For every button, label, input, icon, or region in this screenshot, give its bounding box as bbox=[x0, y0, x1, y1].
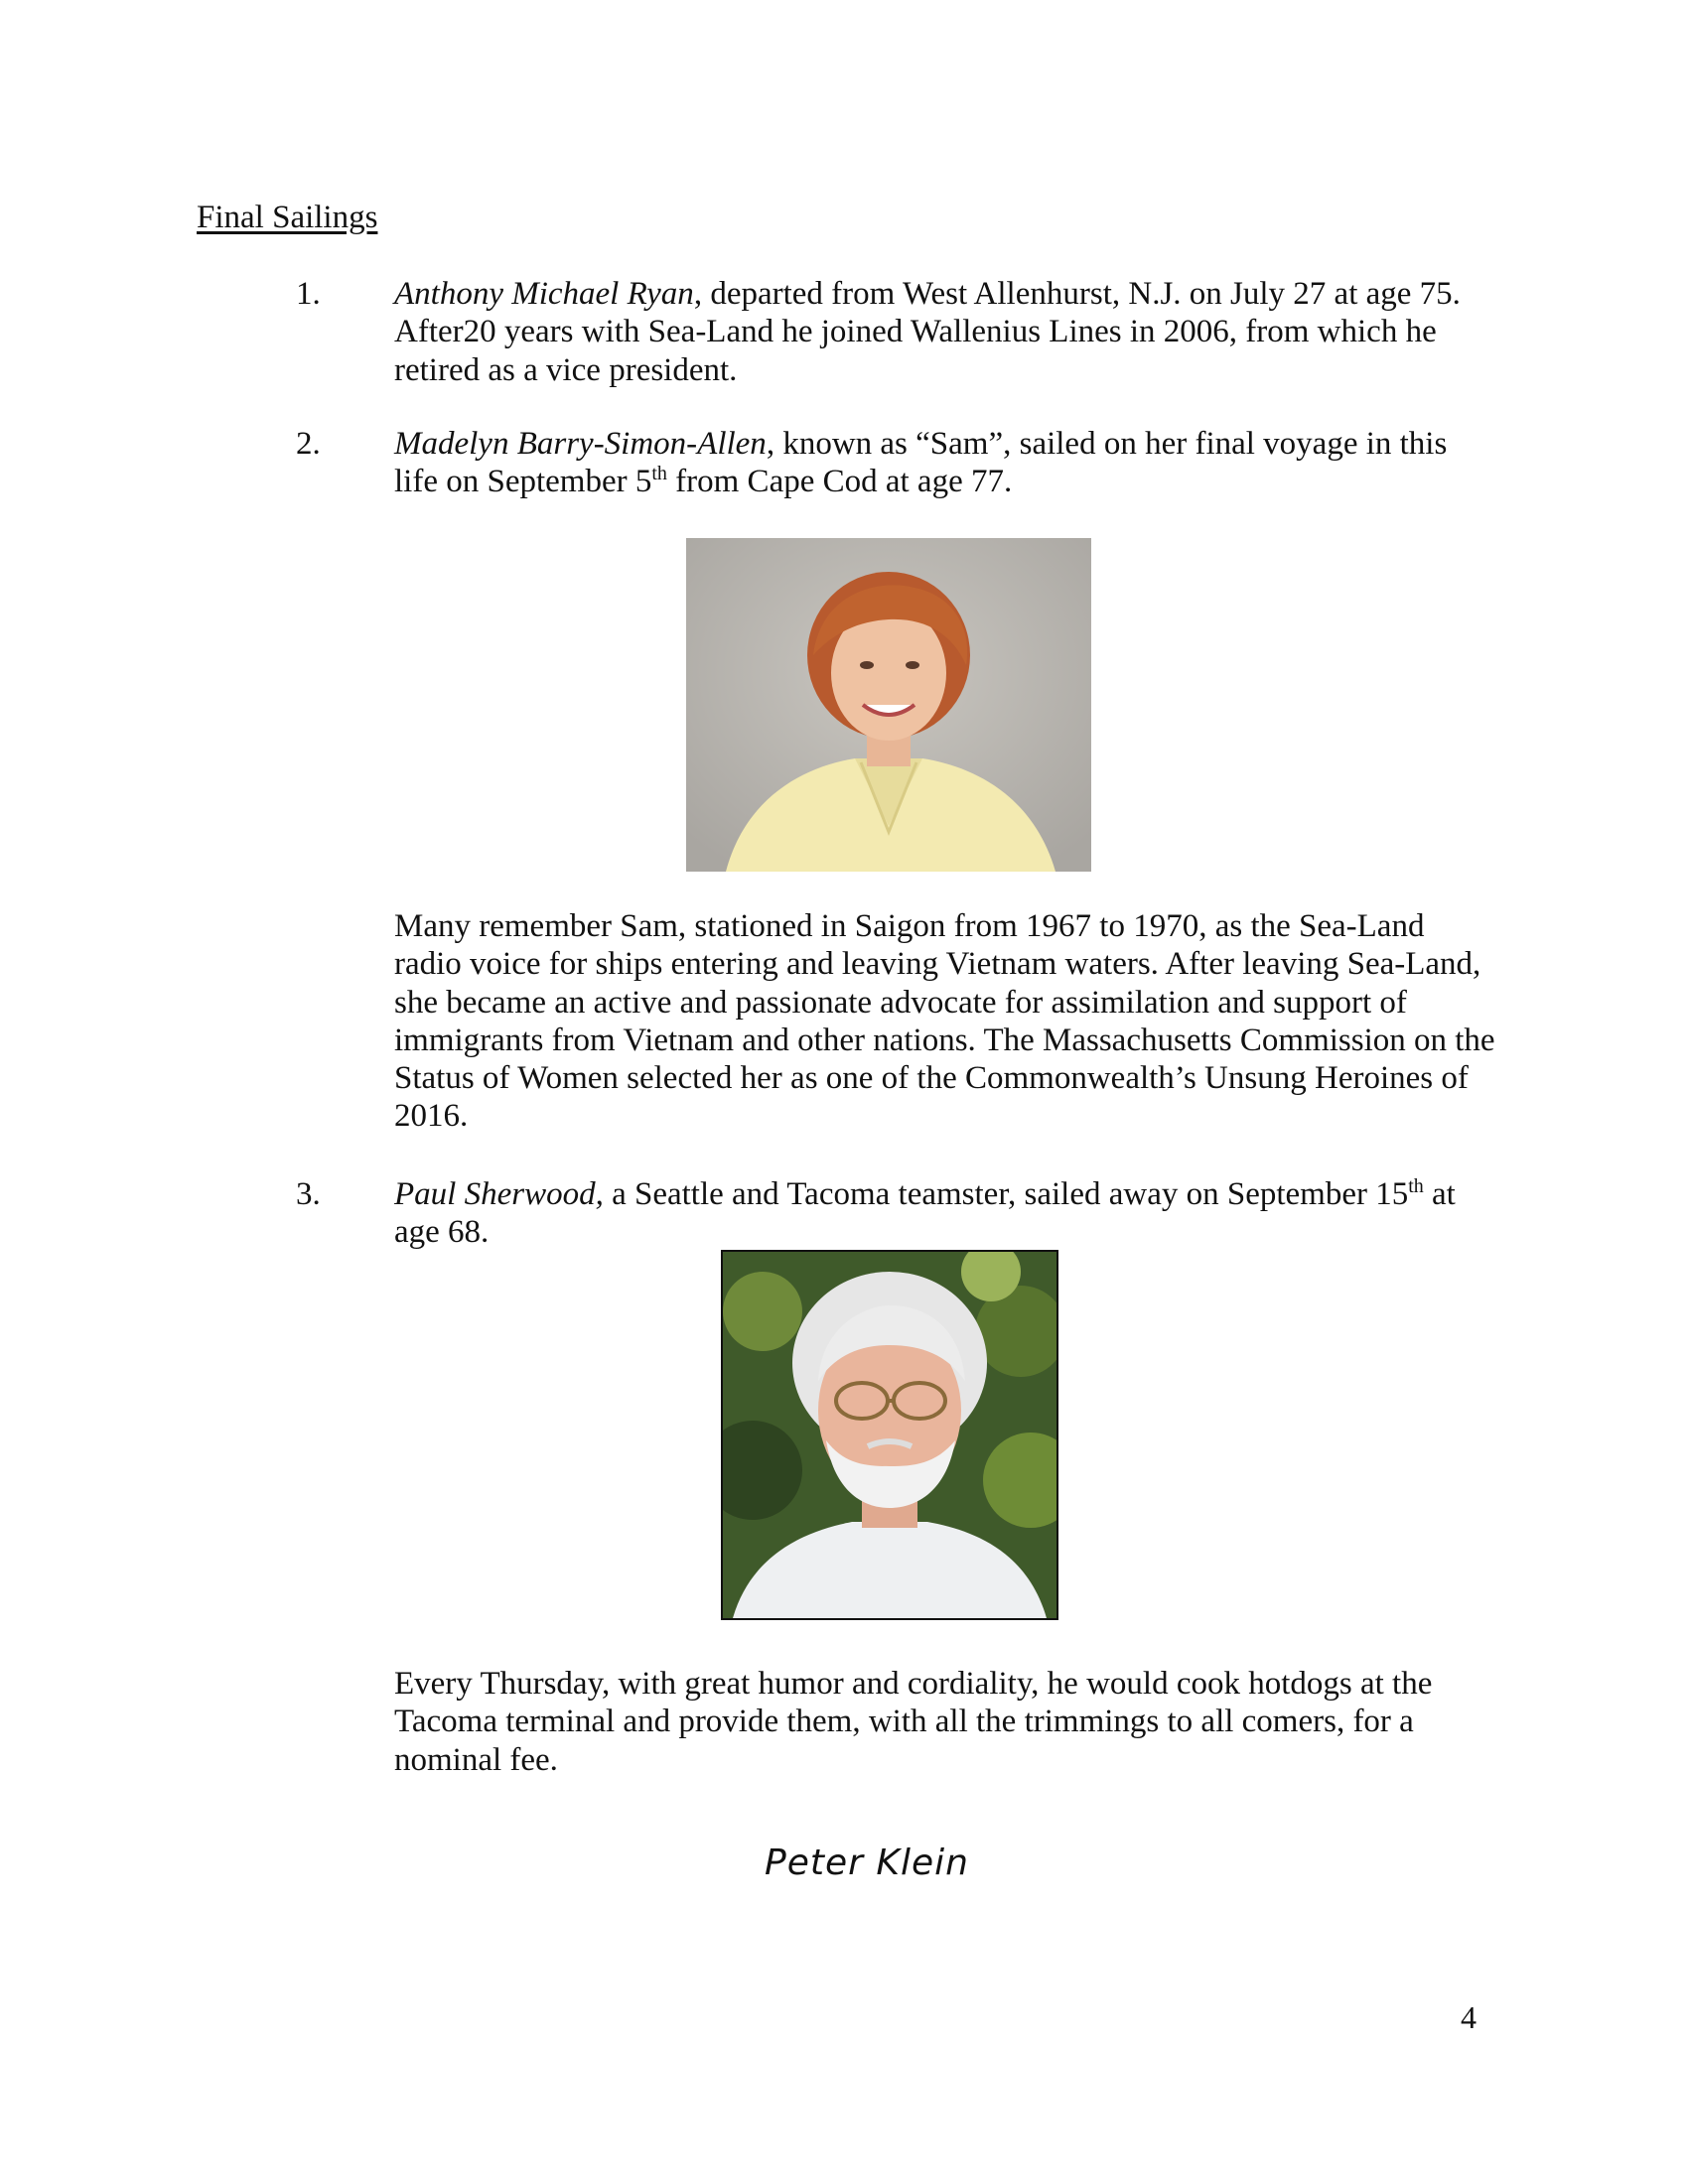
ordinal-suffix: th bbox=[651, 463, 667, 485]
item-2-followup: Many remember Sam, stationed in Saigon from 1967 to 1970, as the Sea-Land radio voice for ships entering and leaving Vietnam waters. After leaving Sea-Land, she became an active and passionate advocate for assimilation and support of immigrants from Vietnam and other nations. The Massachusetts Commission on the Status of Women selected her as one of the Commonwealth’s Unsung Heroines of 2016. bbox=[394, 908, 1495, 1135]
item-number: 1. bbox=[296, 276, 321, 312]
portrait-photo-madelyn bbox=[686, 538, 1091, 872]
signature: Peter Klein bbox=[765, 1843, 969, 1883]
item-1-paragraph bbox=[394, 275, 1496, 389]
page-number: 4 bbox=[1461, 1999, 1477, 2035]
item-text: from Cape Cod at age 77. bbox=[666, 464, 1013, 500]
item-text: , departed from West Allenhurst, N.J. on July 27 at age 75. After20 years with Sea-Land he joined Wallenius Lines in 2006, from which he retired as a vice president. bbox=[394, 276, 1461, 388]
item-2-paragraph bbox=[394, 425, 1467, 501]
ordinal-suffix: th bbox=[1408, 1175, 1424, 1197]
person-name: Madelyn Barry-Simon-Allen bbox=[394, 426, 767, 462]
person-name: Anthony Michael Ryan bbox=[394, 276, 694, 312]
person-name: Paul Sherwood, bbox=[394, 1176, 604, 1212]
section-heading: Final Sailings bbox=[197, 200, 378, 235]
item-3-followup: Every Thursday, with great humor and cordiality, he would cook hotdogs at the Tacoma terminal and provide them, with all the trimmings to all comers, for a nominal fee. bbox=[394, 1666, 1433, 1778]
item-text: at age 68. bbox=[394, 1176, 1456, 1251]
item-number: 3. bbox=[296, 1176, 321, 1212]
portrait-photo-paul bbox=[721, 1250, 1058, 1620]
item-number: 2. bbox=[296, 426, 321, 462]
item-text: , known as “Sam”, sailed on her final voyage in this life on September 5 bbox=[394, 426, 1448, 500]
item-3-paragraph bbox=[394, 1175, 1496, 1252]
item-text: a Seattle and Tacoma teamster, sailed away on September 15 bbox=[603, 1176, 1409, 1212]
